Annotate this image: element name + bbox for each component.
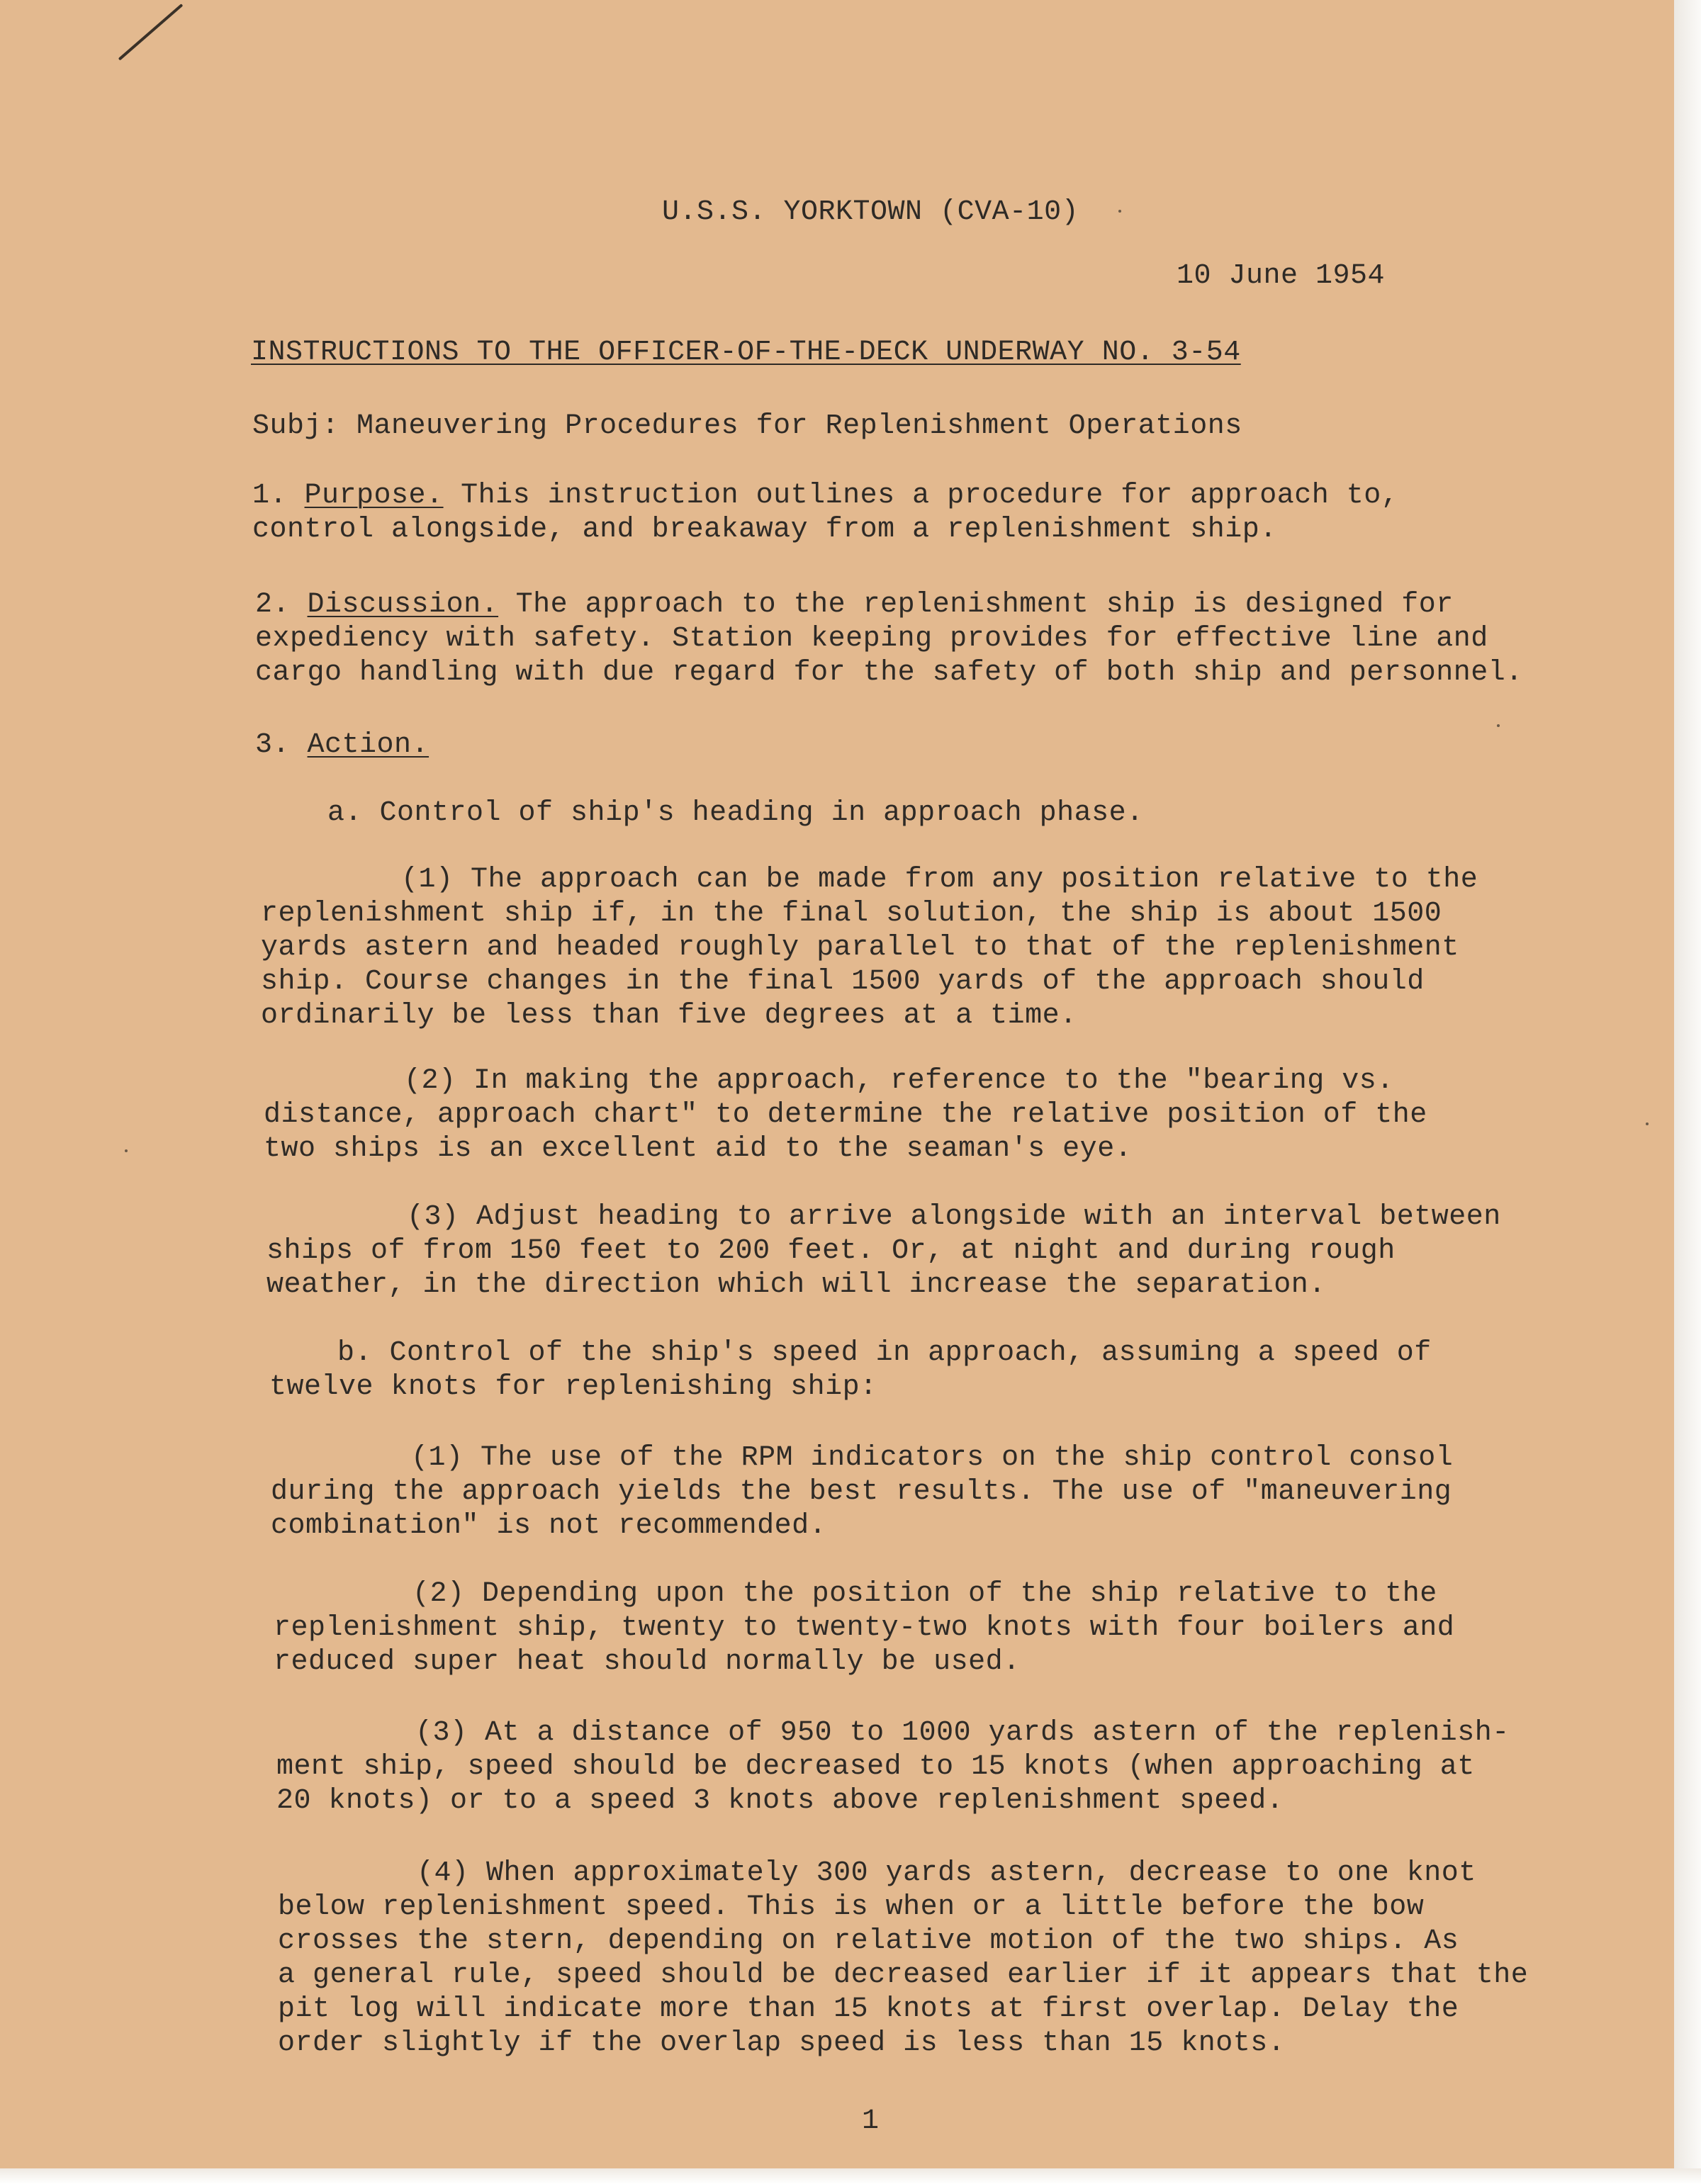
a1-line: replenishment ship if, in the final solution, the ship is about 1500 [261,898,1442,930]
scan-edge-bottom [0,2168,1701,2184]
a3-line: (3) Adjust heading to arrive alongside with an interval between [407,1201,1501,1233]
purpose-number: 1. [252,480,288,512]
document-date: 10 June 1954 [1177,260,1386,292]
a3-line: weather, in the direction which will increase the separation. [266,1269,1326,1301]
b1-line: during the approach yields the best results. The use of "maneuvering [271,1476,1452,1508]
a3-line: ships of from 150 feet to 200 feet. Or, at night and during rough [266,1235,1396,1267]
a1-line: ordinarily be less than five degrees at a time. [261,1000,1077,1032]
subsection-a-heading: a. Control of ship's heading in approach phase. [327,797,1144,829]
purpose-heading: Purpose. [304,480,444,512]
document-title: INSTRUCTIONS TO THE OFFICER-OF-THE-DECK UNDERWAY NO. 3-54 [251,337,1241,368]
b2-line: reduced super heat should normally be used. [274,1646,1021,1678]
purpose-paragraph [252,479,1398,513]
b4-line: pit log will indicate more than 15 knots at first overlap. Delay the [278,1993,1459,2025]
discussion-heading: Discussion. [307,589,499,621]
scan-edge [1674,0,1701,2184]
a1-line: yards astern and headed roughly parallel to that of the replenishment [261,932,1459,964]
discussion-paragraph [255,588,1454,622]
b4-line: below replenishment speed. This is when or a little before the bow [278,1891,1425,1923]
b1-line: combination" is not recommended. [271,1510,827,1542]
b3-line: ment ship, speed should be decreased to 15 knots (when approaching at [276,1751,1475,1783]
b3-line: (3) At a distance of 950 to 1000 yards astern of the replenish- [415,1717,1510,1749]
page-number: 1 [862,2105,880,2137]
subsection-b-heading: b. Control of the ship's speed in approach, assuming a speed of [337,1337,1432,1369]
speck [1118,210,1121,213]
discussion-number: 2. [255,589,291,621]
b4-line: a general rule, speed should be decreased earlier if it appears that the [278,1959,1529,1991]
b4-line: order slightly if the overlap speed is less than 15 knots. [278,2027,1286,2059]
b4-line: crosses the stern, depending on relative motion of the two ships. As [278,1925,1459,1957]
speck [125,1149,128,1152]
discussion-text: The approach to the replenishment ship is designed for [515,589,1454,621]
a1-line: ship. Course changes in the final 1500 yards of the approach should [261,966,1425,998]
a1-line: (1) The approach can be made from any position relative to the [401,864,1478,896]
b2-line: (2) Depending upon the position of the ship relative to the [412,1578,1437,1610]
b3-line: 20 knots) or to a speed 3 knots above replenishment speed. [276,1785,1284,1817]
pen-mark [118,4,184,60]
subsection-b-heading-cont: twelve knots for replenishing ship: [269,1371,877,1403]
a2-line: (2) In making the approach, reference to the "bearing vs. [404,1065,1394,1097]
a2-line: distance, approach chart" to determine the relative position of the [264,1099,1427,1131]
purpose-text: This instruction outlines a procedure for approach to, [461,480,1399,512]
subject-line: Subj: Maneuvering Procedures for Replenishment Operations [252,410,1242,442]
discussion-line: expediency with safety. Station keeping provides for effective line and [255,623,1488,655]
b1-line: (1) The use of the RPM indicators on the ship control consol [411,1442,1454,1474]
purpose-line: control alongside, and breakaway from a replenishment ship. [252,514,1277,546]
ship-name: U.S.S. YORKTOWN (CVA-10) [662,196,1079,228]
b2-line: replenishment ship, twenty to twenty-two knots with four boilers and [274,1612,1455,1644]
a2-line: two ships is an excellent aid to the seaman's eye. [264,1133,1133,1165]
speck [1497,724,1500,727]
action-heading: Action. [307,729,430,761]
action-number: 3. [255,729,291,761]
speck [1646,1122,1649,1125]
discussion-line: cargo handling with due regard for the safety of both ship and personnel. [255,657,1523,689]
b4-line: (4) When approximately 300 yards astern, decrease to one knot [417,1857,1476,1889]
action-paragraph [255,728,429,762]
